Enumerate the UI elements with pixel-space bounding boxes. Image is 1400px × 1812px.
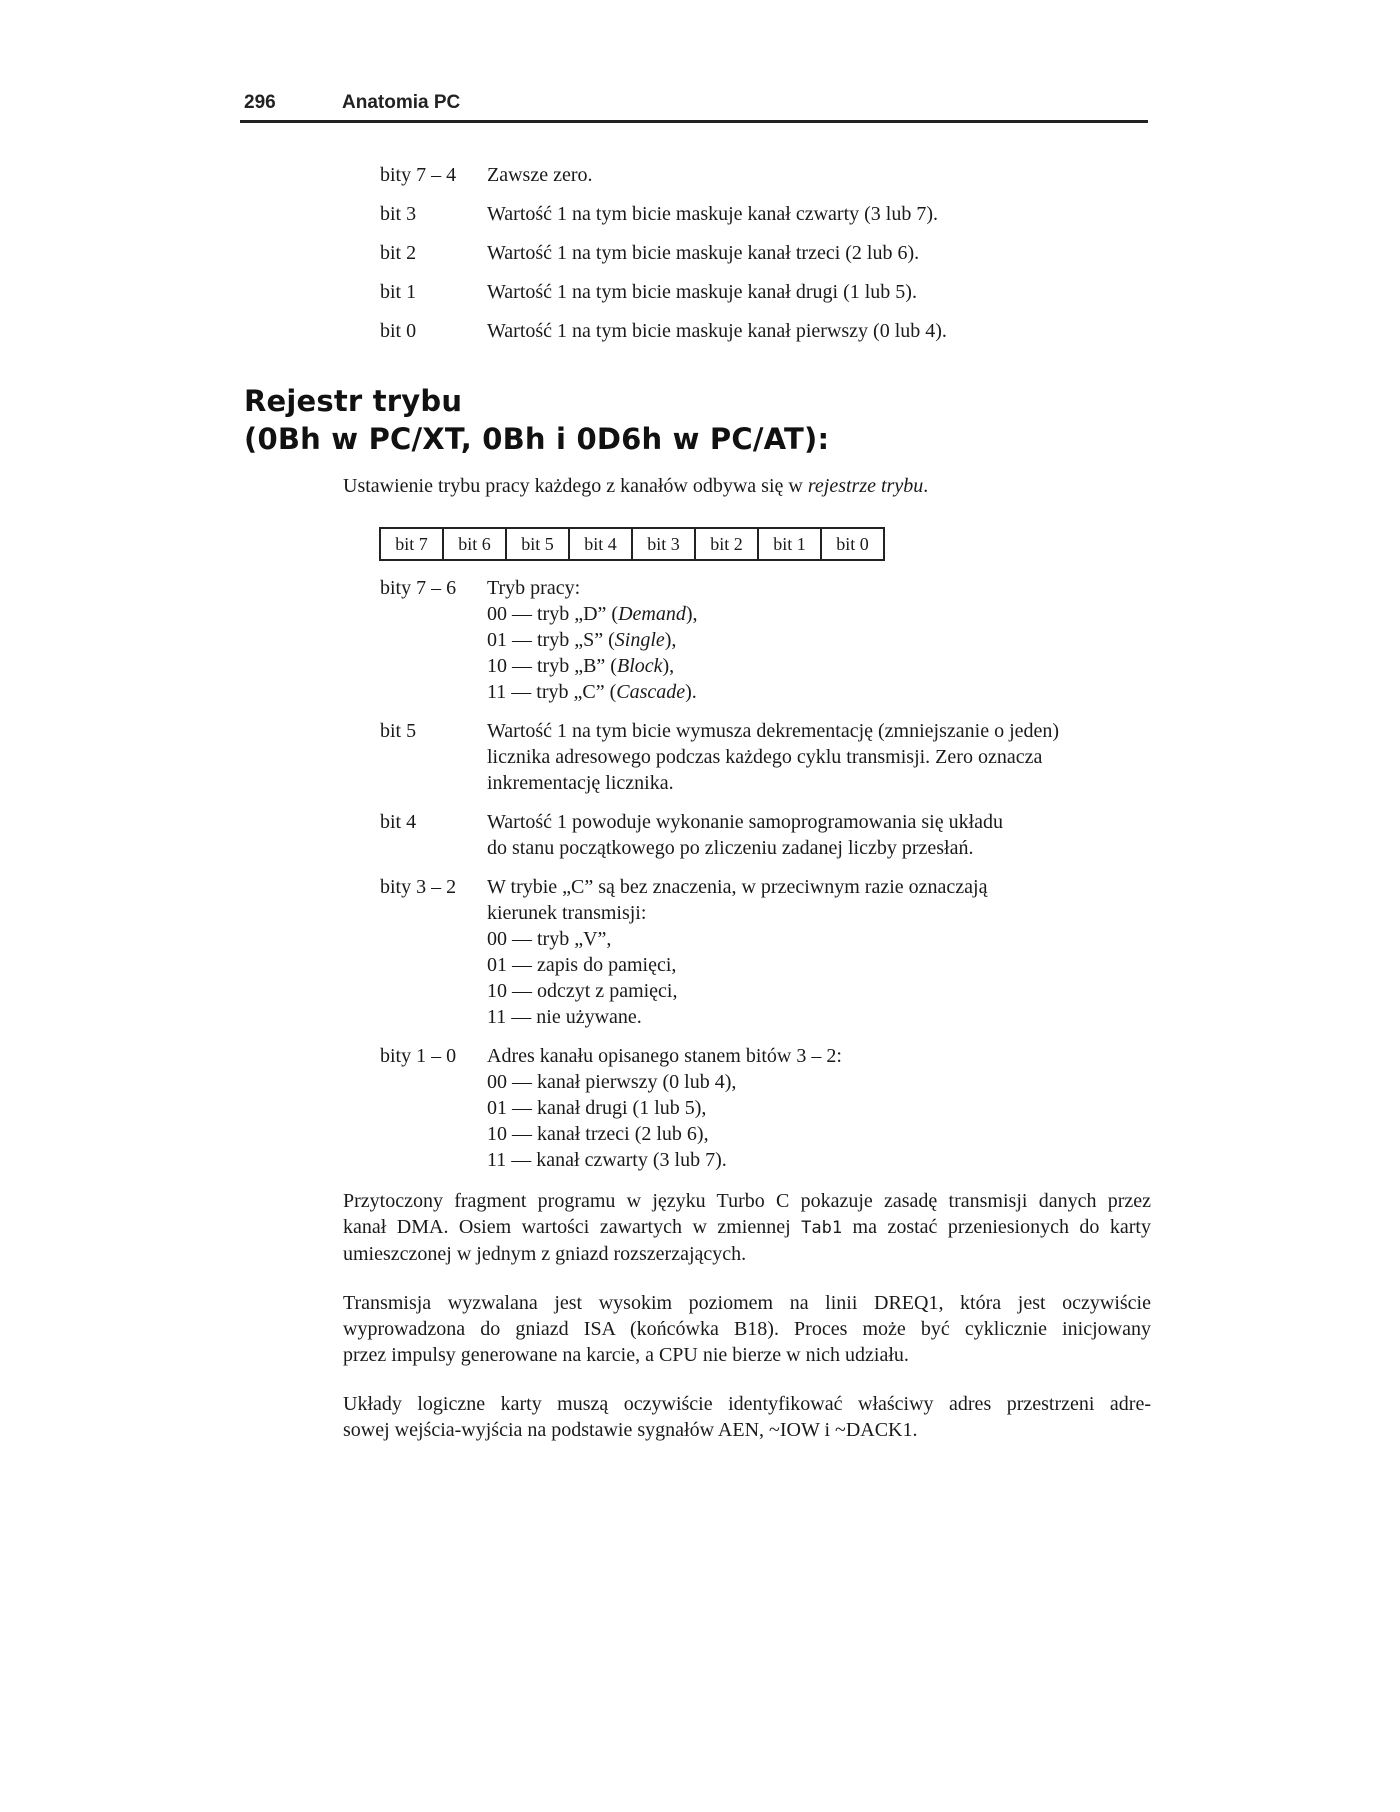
definition-row bbox=[380, 575, 1160, 705]
definition-row bbox=[380, 318, 1160, 344]
description-line: 11 — nie używane. bbox=[487, 1006, 642, 1028]
paragraph-line: Transmisja wyzwalana jest wysokim poziomem na linii DREQ1, która jest oczywiście bbox=[343, 1292, 1151, 1314]
mode-item bbox=[487, 601, 1160, 627]
description-line: licznika adresowego podczas każdego cyklu transmisji. Zero oznacza bbox=[487, 746, 1043, 768]
definition-row bbox=[380, 874, 1160, 1030]
bit-description bbox=[487, 1043, 1160, 1173]
bit-cell: bit 4 bbox=[569, 528, 632, 560]
bit-cell: bit 0 bbox=[821, 528, 884, 560]
description-line: W trybie „C” są bez znaczenia, w przeciwnym razie oznaczają bbox=[487, 876, 988, 898]
paragraph bbox=[343, 1290, 1151, 1368]
mode-punct: ). bbox=[685, 681, 697, 703]
bit-term: bity 7 – 6 bbox=[380, 577, 457, 599]
section-heading bbox=[244, 382, 829, 458]
paragraph-line: wyprowadzona do gniazd ISA (końcówka B18). Proces może być cyklicznie inicjowany bbox=[343, 1318, 1151, 1340]
description-line: 00 — tryb „V”, bbox=[487, 928, 612, 950]
definition-row bbox=[380, 240, 1160, 266]
mode-code: 11 — tryb „C” ( bbox=[487, 681, 617, 703]
bit-description: Wartość 1 na tym bicie maskuje kanał trzeci (2 lub 6). bbox=[487, 242, 920, 264]
intro-text: Ustawienie trybu pracy każdego z kanałów odbywa się w bbox=[343, 475, 808, 497]
section-heading-line: Rejestr trybu bbox=[244, 384, 463, 418]
bit-cell: bit 2 bbox=[695, 528, 758, 560]
mode-title: Tryb pracy: bbox=[487, 577, 581, 599]
bit-term: bit 4 bbox=[380, 811, 417, 833]
mode-code: 00 — tryb „D” ( bbox=[487, 603, 619, 625]
paragraph bbox=[343, 1391, 1151, 1443]
intro-emphasis: rejestrze trybu bbox=[807, 475, 924, 497]
running-title: Anatomia PC bbox=[342, 92, 461, 113]
description-line: 10 — kanał trzeci (2 lub 6), bbox=[487, 1123, 709, 1145]
mode-code: 01 — tryb „S” ( bbox=[487, 629, 615, 651]
bit-term: bity 1 – 0 bbox=[380, 1045, 457, 1067]
definition-row bbox=[380, 718, 1160, 796]
bit-cell: bit 6 bbox=[443, 528, 506, 560]
description-line: Wartość 1 na tym bicie wymusza dekrementację (zmniejszanie o jeden) bbox=[487, 720, 1060, 742]
bit-description: Wartość 1 na tym bicie maskuje kanał drugi (1 lub 5). bbox=[487, 281, 917, 303]
description-line: 10 –– odczyt z pamięci, bbox=[487, 980, 678, 1002]
bit-cell: bit 5 bbox=[506, 528, 569, 560]
paragraph bbox=[343, 1188, 1151, 1267]
paragraph-line: Układy logiczne karty muszą oczywiście identyfikować właściwy adres przestrzeni adre- bbox=[343, 1393, 1151, 1415]
paragraph-line bbox=[343, 1214, 1151, 1241]
description-line: do stanu początkowego po zliczeniu zadanej liczby przesłań. bbox=[487, 837, 974, 859]
bit-term: bity 3 – 2 bbox=[380, 876, 457, 898]
bit-description bbox=[487, 874, 1160, 1030]
description-line: 01 — kanał drugi (1 lub 5), bbox=[487, 1097, 707, 1119]
paragraph-line: Przytoczony fragment programu w języku Turbo C pokazuje zasadę transmisji danych przez bbox=[343, 1190, 1151, 1212]
mode-name: Block bbox=[616, 655, 663, 677]
paragraph-line: umieszczonej w jednym z gniazd rozszerzających. bbox=[343, 1243, 747, 1265]
bit-cell: bit 3 bbox=[632, 528, 695, 560]
page-number: 296 bbox=[244, 92, 276, 113]
definition-row bbox=[380, 1043, 1160, 1173]
mode-code: 10 — tryb „B” ( bbox=[487, 655, 617, 677]
mode-name: Cascade bbox=[616, 681, 686, 703]
description-line: Wartość 1 powoduje wykonanie samoprogramowania się układu bbox=[487, 811, 1004, 833]
bit-term: bit 1 bbox=[380, 281, 417, 303]
page-header bbox=[240, 90, 1148, 123]
bit-description bbox=[487, 718, 1160, 796]
bit-term: bity 7 – 4 bbox=[380, 164, 457, 186]
mode-item bbox=[487, 653, 1160, 679]
bit-layout-table bbox=[379, 527, 885, 561]
body-text bbox=[343, 1188, 1151, 1466]
section-heading-line: (0Bh w PC/XT, 0Bh i 0D6h w PC/AT): bbox=[244, 422, 830, 456]
bit-description: Wartość 1 na tym bicie maskuje kanał pierwszy (0 lub 4). bbox=[487, 320, 947, 342]
section-intro bbox=[343, 473, 928, 499]
bit-term: bit 5 bbox=[380, 720, 417, 742]
mode-bit-definitions bbox=[380, 575, 1160, 1186]
definition-row bbox=[380, 162, 1160, 188]
bit-description bbox=[487, 575, 1160, 705]
bit-cell: bit 1 bbox=[758, 528, 821, 560]
code-identifier: Tab1 bbox=[801, 1218, 843, 1238]
mode-punct: ), bbox=[664, 629, 677, 651]
bit-description: Zawsze zero. bbox=[487, 164, 593, 186]
bit-cell: bit 7 bbox=[380, 528, 443, 560]
bit-term: bit 0 bbox=[380, 320, 417, 342]
intro-end: . bbox=[923, 475, 929, 497]
definition-row bbox=[380, 809, 1160, 861]
paragraph-text: ma zostać przeniesionych do karty bbox=[842, 1216, 1151, 1238]
description-line: kierunek transmisji: bbox=[487, 902, 647, 924]
mode-item bbox=[487, 627, 1160, 653]
definition-row bbox=[380, 201, 1160, 227]
paragraph-line: sowej wejścia-wyjścia na podstawie sygnałów AEN, ~IOW i ~DACK1. bbox=[343, 1419, 918, 1441]
mode-punct: ), bbox=[685, 603, 698, 625]
bit-term: bit 2 bbox=[380, 242, 417, 264]
mode-punct: ), bbox=[662, 655, 675, 677]
paragraph-line: przez impulsy generowane na karcie, a CPU nie bierze w nich udziału. bbox=[343, 1344, 909, 1366]
bit-description: Wartość 1 na tym bicie maskuje kanał czwarty (3 lub 7). bbox=[487, 203, 939, 225]
paragraph-text: kanał DMA. Osiem wartości zawartych w zmiennej bbox=[343, 1216, 802, 1238]
mode-name: Demand bbox=[618, 603, 686, 625]
description-line: 00 — kanał pierwszy (0 lub 4), bbox=[487, 1071, 737, 1093]
description-line: 01 — zapis do pamięci, bbox=[487, 954, 677, 976]
bit-description bbox=[487, 809, 1160, 861]
description-line: inkrementację licznika. bbox=[487, 772, 674, 794]
mode-name: Single bbox=[614, 629, 665, 651]
description-line: 11 — kanał czwarty (3 lub 7). bbox=[487, 1149, 727, 1171]
mask-bit-definitions bbox=[380, 162, 1160, 357]
mode-item bbox=[487, 679, 1160, 705]
definition-row bbox=[380, 279, 1160, 305]
bit-term: bit 3 bbox=[380, 203, 417, 225]
bit-layout-row bbox=[380, 528, 884, 560]
description-line: Adres kanału opisanego stanem bitów 3 – 2: bbox=[487, 1045, 842, 1067]
